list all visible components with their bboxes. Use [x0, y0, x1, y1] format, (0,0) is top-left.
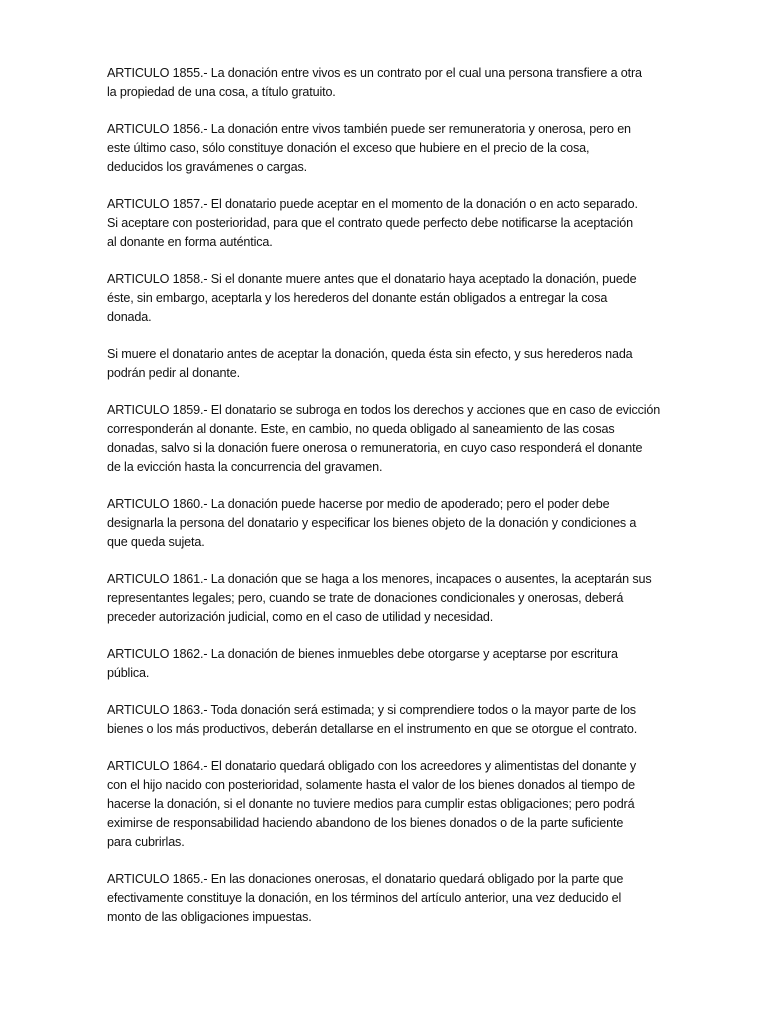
article-1863: ARTICULO 1863.- Toda donación será estimada; y si comprendiere todos o la mayor parte de los bienes o los más productivos, deberán detallarse en el instrumento en que se otorgue el contrato. — [107, 703, 638, 737]
article-1865: ARTICULO 1865.- En las donaciones onerosas, el donatario quedará obligado por la parte que efectivamente constituye la donación, en los términos del artículo anterior, una vez deducido el monto de las obligaciones impuestas. — [107, 872, 624, 924]
article-1855: ARTICULO 1855.- La donación entre vivos es un contrato por el cual una persona transfiere a otra la propiedad de una cosa, a título gratuito. — [107, 66, 642, 99]
document-page — [107, 64, 667, 945]
article-1862: ARTICULO 1862.- La donación de bienes inmuebles debe otorgarse y aceptarse por escritura pública. — [107, 647, 618, 680]
article-1858: ARTICULO 1858.- Si el donante muere antes que el donatario haya aceptado la donación, puede éste, sin embargo, aceptarla y los herederos del donante están obligados a entregar la cosa donada. — [107, 272, 637, 324]
article-1861: ARTICULO 1861.- La donación que se haga a los menores, incapaces o ausentes, la aceptarán sus representantes legales; pero, cuando se trate de donaciones condicionales y onerosas, deberá preceder autorización judicial, como en el caso de utilidad y necesidad. — [107, 572, 652, 624]
article-1856: ARTICULO 1856.- La donación entre vivos también puede ser remuneratoria y onerosa, pero en este último caso, sólo constituye donación el exceso que hubiere en el precio de la cosa, deducidos los gravámenes o cargas. — [107, 122, 631, 174]
article-1864: ARTICULO 1864.- El donatario quedará obligado con los acreedores y alimentistas del donante y con el hijo nacido con posterioridad, solamente hasta el valor de los bienes donados al tiempo de hacerse la donación, si el donante no tuviere medios para cumplir estas obligaciones; pero podrá eximirse de responsabilidad haciendo abandono de los bienes donados o de la parte suficiente para cubrirlas. — [107, 759, 637, 849]
article-1860: ARTICULO 1860.- La donación puede hacerse por medio de apoderado; pero el poder debe designarla la persona del donatario y especificar los bienes objeto de la donación y condiciones a que queda sujeta. — [107, 497, 637, 549]
article-1858-continuation: Si muere el donatario antes de aceptar la donación, queda ésta sin efecto, y sus herederos nada podrán pedir al donante. — [107, 347, 633, 380]
article-1859: ARTICULO 1859.- El donatario se subroga en todos los derechos y acciones que en caso de evicción corresponderán al donante. Este, en cambio, no queda obligado al saneamiento de las cosas donadas, salvo si la donación fuere onerosa o remuneratoria, en cuyo caso responderá el donante de la evicción hasta la concurrencia del gravamen. — [107, 403, 661, 474]
article-1857: ARTICULO 1857.- El donatario puede aceptar en el momento de la donación o en acto separado. Si aceptare con posterioridad, para que el contrato quede perfecto debe notificarse la aceptación al donante en forma auténtica. — [107, 197, 638, 249]
